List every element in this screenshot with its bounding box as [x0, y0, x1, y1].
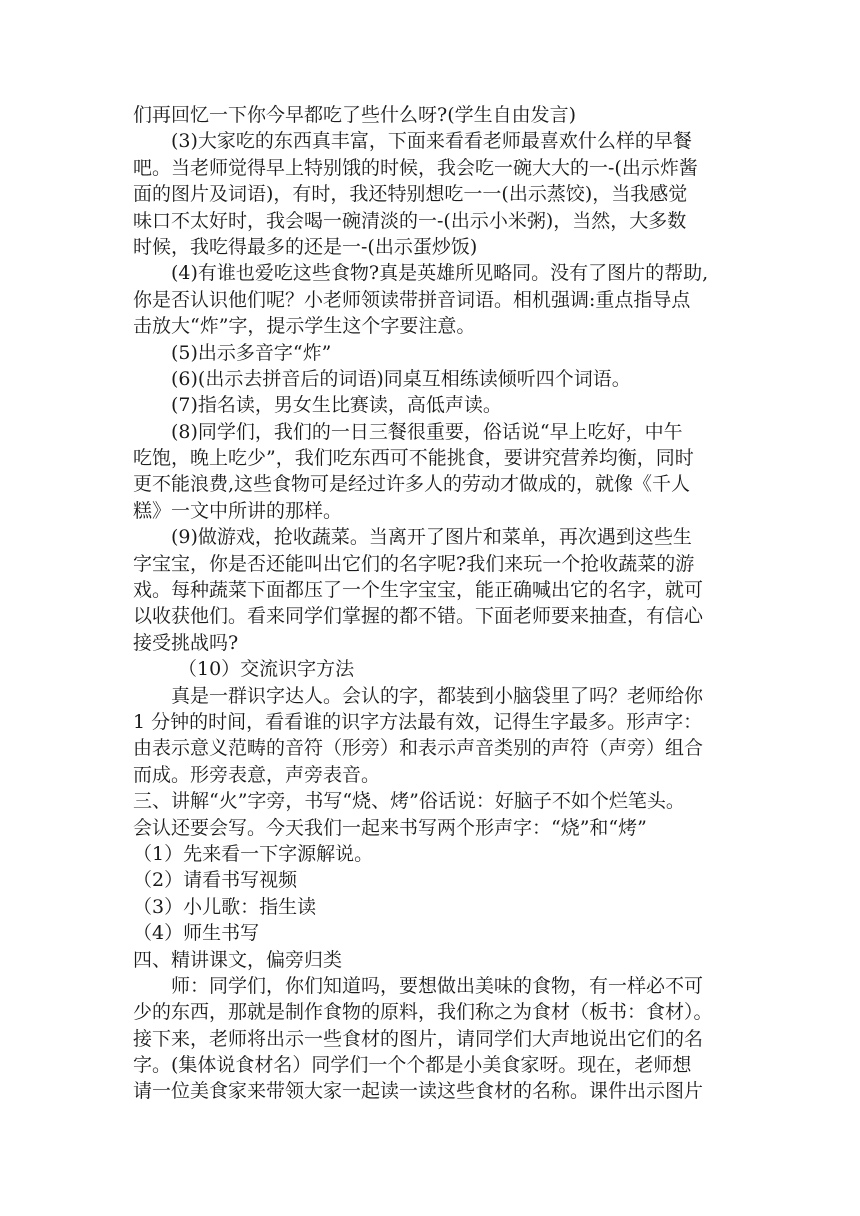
text-line: 戏。每种蔬菜下面都压了一个生字宝宝，能正确喊出它的名字，就可 — [133, 579, 704, 602]
text-line: (6)(出示去拼音后的词语)同桌互相练读倾听四个词语。 — [171, 367, 631, 390]
document-body — [133, 102, 733, 1105]
text-line: 接受挑战吗? — [133, 631, 239, 654]
text-line: (5)出示多音字“炸” — [171, 341, 332, 364]
text-line: （4）师生书写 — [133, 922, 260, 945]
text-line: (8)同学们，我们的一日三餐很重要，俗话说“早上吃好，中午 — [171, 420, 683, 443]
text-line: 由表示意义范畴的音符（形旁）和表示声音类别的声符（声旁）组合 — [133, 737, 704, 760]
text-line: 字。(集体说食材名）同学们一个个都是小美食家呀。现在，老师想 — [133, 1054, 692, 1077]
text-line: 更不能浪费,这些食物可是经过许多人的劳动才做成的，就像《千人 — [133, 473, 691, 496]
text-line: 接下来，老师将出示一些食材的图片，请同学们大声地说出它们的名 — [133, 1027, 704, 1050]
text-line: （10）交流识字方法 — [178, 658, 355, 681]
text-line: (3)大家吃的东西真丰富，下面来看看老师最喜欢什么样的早餐 — [171, 130, 692, 153]
text-line: (4)有谁也爱吃这些食物?真是英雄所见略同。没有了图片的帮助, — [171, 262, 709, 285]
text-line: （1）先来看一下字源解说。 — [133, 842, 374, 865]
text-line: 师：同学们，你们知道吗，要想做出美味的食物，有一样必不可 — [171, 974, 704, 997]
text-line: 请一位美食家来带领大家一起读一读这些食材的名称。课件出示图片 — [133, 1080, 704, 1103]
text-line: 吃饱，晚上吃少”，我们吃东西可不能挑食，要讲究营养均衡，同时 — [133, 447, 694, 470]
text-line: (7)指名读，男女生比赛读，高低声读。 — [171, 394, 502, 417]
text-line: 以收获他们。看来同学们掌握的都不错。下面老师要来抽查，有信心 — [133, 605, 704, 628]
text-line: (9)做游戏，抢收蔬菜。当离开了图片和菜单，再次遇到这些生 — [171, 526, 692, 549]
text-line: 三、讲解“火”字旁，书写“烧、烤”俗话说：好脑子不如个烂笔头。 — [133, 790, 685, 813]
text-line: 吧。当老师觉得早上特别饿的时候，我会吃一碗大大的一-(出示炸酱 — [133, 156, 698, 179]
text-line: （2）请看书写视频 — [133, 869, 298, 892]
text-line: 少的东西，那就是制作食物的原料，我们称之为食材（板书：食材）。 — [133, 1001, 713, 1024]
text-line: 味口不太好时，我会喝一碗清淡的一-(出示小米粥)，当然，大多数 — [133, 209, 687, 232]
text-line: 四、精讲课文，偏旁归类 — [133, 948, 343, 971]
text-line: 而成。形旁表意，声旁表音。 — [133, 763, 381, 786]
text-line: 们再回忆一下你今早都吃了些什么呀?(学生自由发言) — [133, 104, 577, 126]
text-line: 字宝宝，你是否还能叫出它们的名字呢?我们来玩一个抢收蔬菜的游 — [133, 552, 695, 575]
text-line: 你是否认识他们呢？小老师领读带拼音词语。相机强调:重点指导点 — [133, 288, 691, 311]
text-line: （3）小儿歌：指生读 — [133, 895, 317, 918]
text-line: 面的图片及词语)，有时，我还特别想吃一一(出示蒸饺)，当我感觉 — [133, 183, 688, 206]
text-line: 糕》一文中所讲的那样。 — [133, 499, 343, 522]
text-line: 1 分钟的时间，看看谁的识字方法最有效，记得生字最多。形声字： — [133, 710, 703, 733]
text-line: 击放大“炸”字，提示学生这个字要注意。 — [133, 315, 476, 338]
text-line: 真是一群识字达人。会认的字，都装到小脑袋里了吗？老师给你 — [171, 684, 704, 707]
text-line: 时候，我吃得最多的还是一-(出示蛋炒饭) — [133, 235, 478, 258]
text-line: 会认还要会写。今天我们一起来书写两个形声字：“烧”和“烤” — [133, 816, 647, 839]
